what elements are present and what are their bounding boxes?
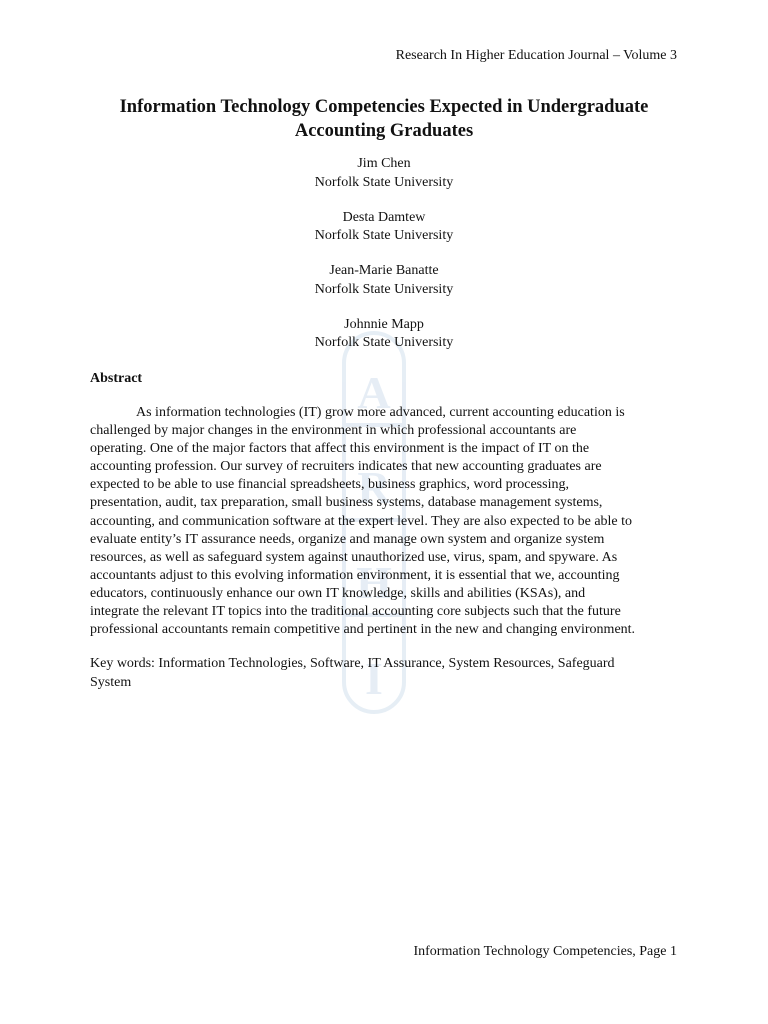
author-affiliation: Norfolk State University: [314, 335, 454, 350]
abstract-line: As information technologies (IT) grow more advanced, current accounting education is: [136, 405, 625, 420]
abstract-line: accounting profession. Our survey of recruiters indicates that new accounting graduates are: [90, 459, 602, 475]
watermark-letter: H: [356, 557, 392, 608]
watermark-letter: R: [357, 462, 391, 513]
abstract-heading: Abstract: [90, 371, 143, 386]
page-footer: Information Technology Competencies, Page 1: [413, 944, 677, 959]
author-block: [184, 316, 584, 353]
abstract-line: expected to be able to use financial spreadsheets, business graphics, word processing,: [90, 477, 569, 493]
abstract-line: integrate the relevant IT topics into the traditional accounting core subjects such that the future: [90, 604, 621, 620]
keywords-line: System: [90, 674, 132, 690]
watermark-letter: A: [357, 367, 391, 418]
keywords-line: Key words: Information Technologies, Software, IT Assurance, System Resources, Safeguard: [90, 656, 615, 671]
abstract-line: professional accountants remain competitive and pertinent in the new and changing environment.: [90, 622, 636, 638]
title-line: Information Technology Competencies Expected in Undergraduate: [119, 97, 649, 117]
abstract-line: operating. One of the major factors that affect this environment is the impact of IT on the: [90, 441, 590, 457]
author-block: [184, 155, 584, 192]
author-list: [184, 155, 584, 369]
author-name: Johnnie Mapp: [344, 316, 424, 332]
abstract-line: presentation, audit, tax preparation, small business systems, database management systems,: [90, 495, 603, 511]
watermark-letter: I: [365, 653, 383, 704]
abstract-line: accounting, and communication software at the expert level. They are also expected to be able to: [90, 513, 633, 529]
author-block: [184, 209, 584, 246]
author-affiliation: Norfolk State University: [314, 228, 454, 243]
abstract-line: evaluate entity’s IT assurance needs, organize and manage own system and organize system: [90, 531, 605, 547]
keywords: [90, 655, 690, 692]
abstract-line: challenged by major changes in the environment in which professional accountants are: [90, 423, 577, 439]
author-block: [184, 262, 584, 299]
paper-title: [60, 95, 708, 143]
author-name: Desta Damtew: [342, 209, 426, 225]
abstract-line: resources, as well as safeguard system against unauthorized use, virus, spam, and spyware. As: [90, 549, 618, 565]
abstract-line: educators, continuously enhance our own IT knowledge, skills and abilities (KSAs), and: [90, 585, 586, 601]
journal-running-header: Research In Higher Education Journal – Volume 3: [395, 48, 677, 63]
author-affiliation: Norfolk State University: [314, 281, 454, 297]
title-line: Accounting Graduates: [294, 121, 474, 141]
author-name: Jim Chen: [357, 156, 411, 171]
author-name: Jean-Marie Banatte: [329, 263, 439, 278]
author-affiliation: Norfolk State University: [314, 174, 454, 190]
abstract-line: accountants adjust to this evolving information environment, it is essential that we, accounting: [90, 567, 620, 583]
abstract-body: [90, 404, 690, 639]
